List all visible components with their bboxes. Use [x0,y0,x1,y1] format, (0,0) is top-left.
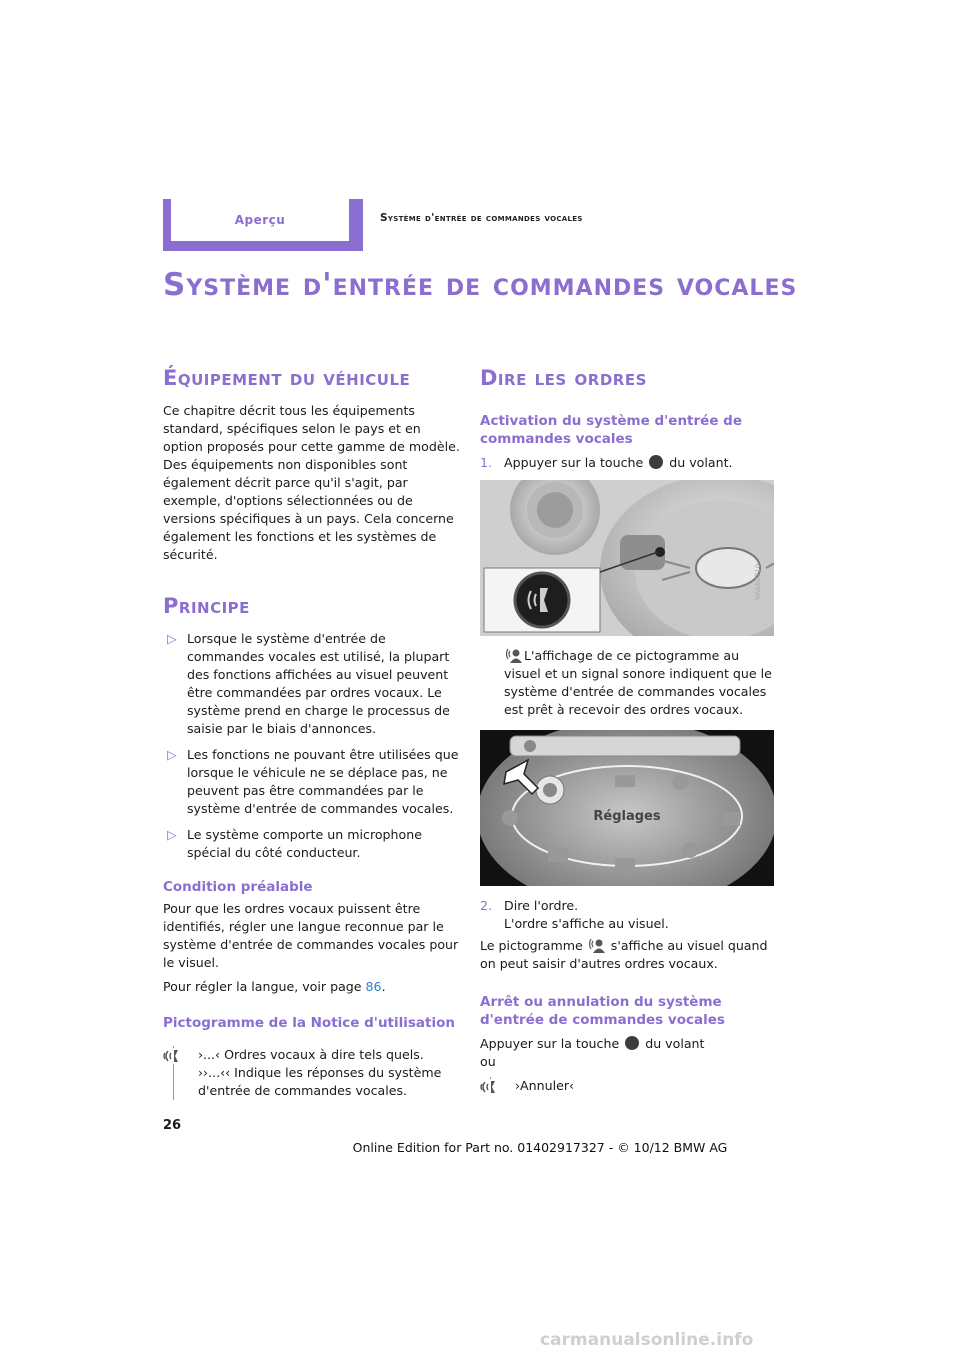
cancel-command-text: ›Annuler‹ [515,1078,575,1093]
list-item: ▷ Les fonctions ne pouvant être utilisées que lorsque le véhicule ne se déplace pas, ne peuvent pas être commandées par le système d'entrée de commandes vocales. [167,747,459,816]
step-2-detail: L'ordre s'affiche au visuel. [504,916,669,931]
step-2: 2. Dire l'ordre. [480,898,579,913]
pictogram-paragraph: L'affichage de ce pictogramme au visuel et un signal sonore indiquent que le système d'entrée de commandes vocales est prêt à recevoir des ordres vocaux. [504,648,772,717]
voice-command-icon [160,1048,184,1064]
paragraph-equipment: Ce chapitre décrit tous les équipements standard, spécifiques selon le pays et en option proposés pour cette gamme de modèle. Des équipements non disponibles sont également décrit parce qu'il s'agit, par exemple, d'options sélectionnées ou de versions spécifiques à un pays. Cela concerne également les fonctions et les systèmes de sécurité. [163,403,460,562]
voice-button-icon [649,455,663,469]
right-column [480,366,780,472]
voice-active-pictogram-icon [589,938,605,953]
voice-line-1: ›...‹ Ordres vocaux à dire tels quels. [198,1047,424,1062]
settings-label: Réglages [593,809,661,824]
steering-wheel-image [480,480,774,636]
heading-condition: Condition préalable [163,879,313,895]
paragraph-condition: Pour que les ordres vocaux puissent être identifiés, régler une langue reconnue par le système d'entrée de commandes vocales pour le visuel. [163,901,459,970]
voice-command-icon [477,1079,501,1095]
cancel-command [490,1077,780,1095]
chapter-tab [163,199,363,251]
list-item: ▷ Le système comporte un microphone spécial du côté conducteur. [167,827,422,860]
paragraph-or: ou [480,1054,496,1069]
list-item: ▷ Lorsque le système d'entrée de commandes vocales est utilisé, la plupart des fonctions affichées au visuel peuvent être commandées par ordres vocaux. Le système prend en charge le processus de saisie par le biais d'annonces. [167,631,450,736]
chapter-tab-label: Aperçu [171,199,349,241]
heading-stop: Arrêt ou annulation du système d'entrée de commandes vocales [480,994,725,1028]
page-number: 26 [163,1118,182,1133]
image-code: VA0A0210 [754,563,762,600]
footer-edition: Online Edition for Part no. 01402917327 - © 10/12 BMW AG [352,1140,728,1155]
heading-principle: Principe [163,594,250,618]
left-column [163,366,463,1100]
voice-active-pictogram-icon [506,648,522,663]
voice-line-2: ››...‹‹ Indique les réponses du système d'entrée de commandes vocales. [198,1065,442,1098]
heading-activation: Activation du système d'entrée de commandes vocales [480,413,742,447]
running-header: Système d'entrée de commandes vocales [380,212,583,224]
bullet-marker-icon: ▷ [167,827,177,842]
paragraph-language: Pour régler la langue, voir page 86. [163,979,386,994]
voice-button-icon [625,1036,639,1050]
paragraph-stop: Appuyer sur la touche du volant [480,1036,705,1051]
heading-pictogram: Pictogramme de la Notice d'utilisation [163,1015,455,1031]
watermark: carmanualsonline.info [540,1330,754,1350]
bullet-marker-icon: ▷ [167,631,177,646]
paragraph-pictogram-again: Le pictogramme s'affiche au visuel quand on peut saisir d'autres ordres vocaux. [480,938,768,971]
page-link[interactable]: 86 [365,979,382,994]
bullet-marker-icon: ▷ [167,747,177,762]
heading-orders: Dire les ordres [480,366,647,390]
heading-equipment: Équipement du véhicule [163,366,411,390]
step-1: 1. Appuyer sur la touche du volant. [480,455,733,470]
principle-list [163,630,463,862]
control-display-image [480,730,774,886]
voice-legend [173,1046,463,1100]
page-title: Système d'entrée de commandes vocales [163,267,798,303]
right-lower [480,897,780,1095]
